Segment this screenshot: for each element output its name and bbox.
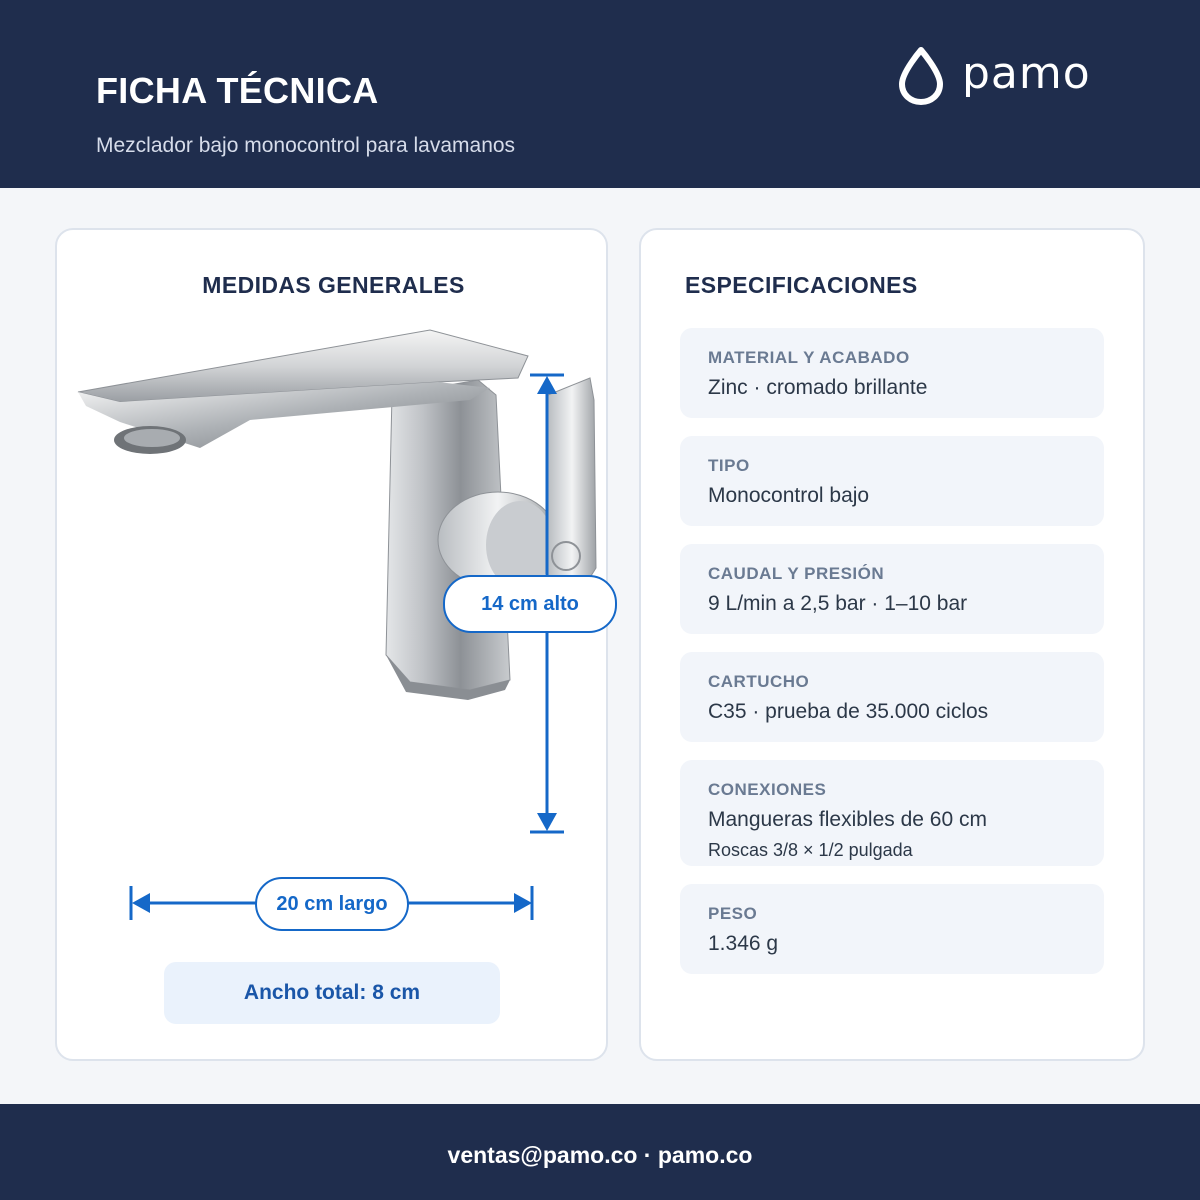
spec-label: TIPO: [708, 456, 750, 475]
spec-label: MATERIAL Y ACABADO: [708, 348, 910, 367]
footer-contact: ventas@pamo.co · pamo.co: [447, 1142, 753, 1168]
height-label: 14 cm alto: [443, 575, 617, 633]
spec-item-cartucho: [680, 652, 1104, 742]
spec-value: Zinc · cromado brillante: [708, 376, 928, 399]
total-width-box: Ancho total: 8 cm: [164, 962, 500, 1024]
spec-item-conexiones: [680, 760, 1104, 866]
page-subtitle: Mezclador bajo monocontrol para lavamanos: [96, 134, 516, 157]
spec-item-peso: [680, 884, 1104, 974]
spec-value: Monocontrol bajo: [708, 484, 870, 507]
footer-banner: [0, 1104, 1200, 1200]
measures-heading: MEDIDAS GENERALES: [202, 272, 465, 298]
spec-value: C35 · prueba de 35.000 ciclos: [708, 700, 989, 723]
spec-item-caudal: [680, 544, 1104, 634]
spec-item-tipo: [680, 436, 1104, 526]
spec-extra: Roscas 3/8 × 1/2 pulgada: [708, 840, 913, 860]
logo-wordmark: pamo: [962, 48, 1091, 99]
specs-heading: ESPECIFICACIONES: [685, 272, 918, 298]
length-label: 20 cm largo: [255, 877, 409, 931]
spec-value: Mangueras flexibles de 60 cm: [708, 808, 987, 831]
spec-value: 9 L/min a 2,5 bar · 1–10 bar: [708, 592, 968, 615]
spec-label: PESO: [708, 904, 758, 923]
spec-label: CONEXIONES: [708, 780, 827, 799]
spec-label: CAUDAL Y PRESIÓN: [708, 564, 885, 583]
spec-value: 1.346 g: [708, 932, 779, 955]
page-title: FICHA TÉCNICA: [96, 70, 379, 111]
spec-label: CARTUCHO: [708, 672, 810, 691]
faucet-image: [78, 330, 596, 700]
spec-item-material: [680, 328, 1104, 418]
